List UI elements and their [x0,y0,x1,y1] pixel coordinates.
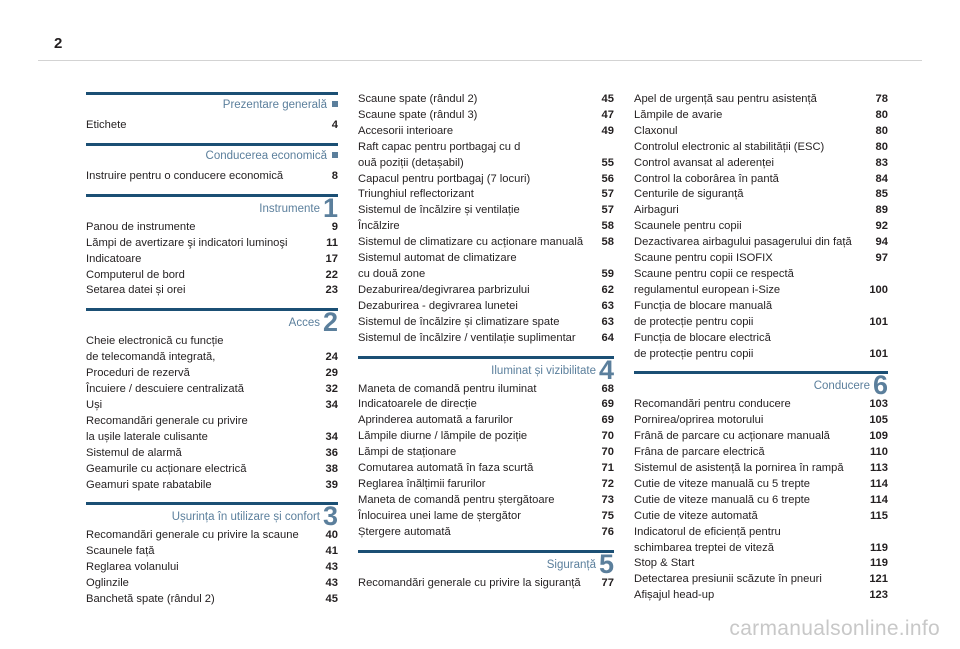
toc-entry[interactable] [358,493,614,509]
entry-title: Scaune spate (rândul 3) [358,108,478,121]
toc-entry[interactable] [634,429,888,445]
toc-entry[interactable] [86,366,338,382]
entry-title: Geamurile cu acționare electrică [86,462,247,475]
entry-page: 68 [601,382,614,395]
section-header [358,354,614,385]
entry-page: 70 [601,446,614,459]
entry-title: Panou de instrumente [86,220,196,233]
entry-page: 29 [325,367,338,380]
entry-title: Stop & Start [634,557,695,570]
entry-page: 32 [325,383,338,396]
entry-page: 119 [869,557,888,570]
entry-page: 85 [875,188,888,201]
entry-page: 89 [875,204,888,217]
entry-title: Recomandări pentru conducere [634,398,791,411]
entry-title: Control avansat al aderenței [634,156,774,169]
entry-title: Sistemul automat de climatizare cu două zone [358,252,517,280]
entry-page: 57 [601,204,614,217]
entry-page: 38 [325,462,338,475]
section-header [86,143,338,166]
toc-entry[interactable] [634,172,888,188]
entry-page: 76 [601,525,614,538]
toc-entry[interactable] [634,235,888,251]
entry-page: 23 [325,284,338,297]
entry-title: Pornirea/oprirea motorului [634,414,764,427]
section-header [634,370,888,401]
entry-title: Scaune spate (rândul 2) [358,93,478,105]
toc-entry[interactable] [358,219,614,235]
entry-title: Detectarea presiunii scăzute în pneuri [634,573,822,586]
entry-page: 101 [869,315,888,328]
entry-page: 47 [601,108,614,121]
entry-page: 103 [869,398,888,411]
section-title [206,150,338,162]
entry-title: Raft capac pentru portbagaj cu d ouă poziții (detașabil) [358,140,521,169]
entry-page: 9 [331,220,338,233]
toc-entry[interactable] [86,560,338,576]
entry-title: Sistemul de climatizare cu acționare manuală [358,236,584,249]
toc-entry[interactable] [358,251,614,283]
entry-page: 69 [601,398,614,411]
entry-page: 24 [325,351,338,364]
entry-title: Funcția de blocare electrică de protecție pentru copii [634,331,771,360]
toc-entry[interactable] [358,461,614,477]
entry-title: Control la coborârea în pantă [634,172,779,185]
toc-section [358,356,614,541]
entry-title: Sistemul de încălzire și ventilație [358,204,520,217]
entry-page: 45 [325,593,338,606]
entry-title: Controlul electronic al stabilității (ESC) [634,140,825,153]
entry-title: Lămpile de avarie [634,108,723,121]
entry-page: 72 [601,477,614,490]
toc-section [86,194,338,300]
toc-entry[interactable] [86,414,338,446]
toc-entry[interactable] [86,528,338,544]
entry-title: Airbaguri [634,204,679,217]
toc-entry[interactable] [634,92,888,108]
toc-entry[interactable] [86,478,338,494]
entry-title: Cheie electronică cu funcție de telecomandă integrată, [86,335,224,364]
entry-title: Aprinderea automată a farurilor [358,414,513,427]
toc-entry[interactable] [358,140,614,172]
entry-title: Uși [86,398,103,411]
entry-page: 94 [875,236,888,249]
section-title-text: Acces [288,317,320,330]
entry-page: 43 [325,561,338,574]
chapter-number: 1 [322,192,338,223]
toc-entry[interactable] [634,445,888,461]
entry-title: Cutie de viteze automată [634,509,758,522]
section-title-text: Prezentare generală [222,99,327,111]
entry-page: 41 [325,545,338,558]
entry-title: Lămpi de avertizare şi indicatori luminoşi [86,236,288,249]
entry-page: 77 [601,576,614,589]
entry-page: 4 [331,119,338,131]
entry-page: 63 [601,315,614,328]
section-header [358,548,614,579]
entry-page: 57 [601,188,614,201]
section-title [259,203,320,215]
toc-entry[interactable] [86,220,338,236]
toc-entry[interactable] [358,299,614,315]
entry-title: Triunghiul reflectorizant [358,188,474,201]
chapter-number: 3 [322,501,338,532]
toc-section [634,371,888,604]
watermark: carmanualsonline.info [729,617,940,640]
section-header [86,192,338,223]
toc-entry[interactable] [358,124,614,140]
entry-page: 55 [601,156,614,169]
entry-title: Sistemul de asistență la pornirea în rampă [634,462,844,475]
entry-page: 109 [869,430,888,443]
toc-entry[interactable] [86,398,338,414]
chapter-number: 5 [598,548,614,579]
entry-title: Dezaburirea - degivrarea lunetei [358,299,518,312]
toc-entry[interactable] [358,203,614,219]
entry-title: Etichete [86,119,127,131]
toc-entry[interactable] [86,544,338,560]
toc-column-1 [86,92,338,617]
section-title [289,317,320,329]
entry-title: Sistemul de încălzire / ventilație suplimentar [358,331,576,344]
chapter-number: 4 [598,354,614,385]
entry-page: 59 [601,267,614,280]
toc-entry[interactable] [358,108,614,124]
section-title [547,559,596,571]
entry-page: 49 [601,124,614,137]
top-divider [38,60,922,61]
entry-page: 101 [869,347,888,360]
toc-entry[interactable] [358,235,614,251]
entry-page: 34 [325,430,338,443]
entry-title: Lămpile diurne / lămpile de poziție [358,430,528,443]
entry-page: 71 [601,462,614,475]
entry-title: Ștergere automată [358,525,451,538]
entry-page: 92 [875,220,888,233]
entry-page: 105 [869,414,888,427]
toc-entry[interactable] [86,382,338,398]
entry-title: Încălzire [358,220,400,233]
section-title [814,380,870,392]
entry-page: 22 [325,268,338,281]
entry-page: 114 [869,493,888,506]
entry-title: Maneta de comandă pentru ștergătoare [358,493,555,506]
entry-page: 119 [869,541,888,554]
section-title-text: Conducere [813,380,870,393]
toc-entry[interactable] [634,331,888,363]
toc-entry[interactable] [634,588,888,604]
entry-title: Centurile de siguranță [634,188,744,201]
toc-entry[interactable] [86,592,338,608]
entry-page: 97 [875,252,888,265]
toc-entry[interactable] [634,187,888,203]
entry-page: 80 [875,140,888,153]
entry-page: 39 [325,478,338,491]
entry-page: 64 [601,331,614,344]
toc-entry[interactable] [358,283,614,299]
entry-page: 8 [331,169,338,182]
toc-entry[interactable] [358,445,614,461]
section-title-text: Ușurința în utilizare și confort [171,511,320,524]
entry-title: Funcția de blocare manuală de protecție pentru copii [634,299,773,328]
toc-entry[interactable] [634,219,888,235]
entry-page: 70 [601,430,614,443]
entry-title: Scaunele față [86,545,155,558]
square-bullet-icon [332,152,338,158]
entry-title: Afișajul head-up [634,589,715,602]
toc-entry[interactable] [358,187,614,203]
entry-title: Scaune pentru copii ce respectă regulamentul european i-Size [634,267,794,296]
toc-entry[interactable] [358,315,614,331]
toc-entry[interactable] [634,251,888,267]
section-title [491,365,596,377]
entry-title: Frâna de parcare electrică [634,446,765,459]
toc-entry[interactable] [634,493,888,509]
toc-entry[interactable] [634,203,888,219]
entry-page: 34 [325,398,338,411]
toc-section [358,92,614,347]
chapter-number: 2 [322,307,338,338]
toc-section [86,92,338,134]
chapter-number: 6 [872,370,888,401]
entry-page: 43 [325,577,338,590]
entry-title: Frână de parcare cu acționare manuală [634,430,830,443]
toc-section [86,502,338,608]
entry-page: 40 [325,529,338,542]
entry-title: Recomandări generale cu privire la scaune [86,529,299,542]
section-title-text: Iluminat și vizibilitate [491,364,596,377]
toc-section [86,143,338,185]
section-title [172,511,320,523]
entry-title: Reglarea volanului [86,561,179,574]
entry-title: Înlocuirea unei lame de ștergător [358,509,521,522]
entry-title: Reglarea înălțimii farurilor [358,477,486,490]
entry-title: Indicatorul de eficiență pentru schimbarea treptei de viteză [634,525,781,554]
entry-title: Recomandări generale cu privire la siguranță [358,576,581,589]
entry-title: Dezaburirea/degivrarea parbrizului [358,283,530,296]
entry-title: Apel de urgență sau pentru asistență [634,93,817,105]
entry-page: 73 [601,493,614,506]
entry-page: 62 [601,283,614,296]
toc-entry[interactable] [634,461,888,477]
entry-title: Sistemul de încălzire și climatizare spate [358,315,560,328]
entry-title: Accesorii interioare [358,124,454,137]
entry-title: Cutie de viteze manuală cu 6 trepte [634,493,810,506]
entry-page: 58 [601,236,614,249]
entry-title: Scaunele pentru copii [634,220,742,233]
entry-page: 121 [869,573,888,586]
section-header [86,501,338,532]
toc-entry[interactable] [358,172,614,188]
entry-page: 110 [869,446,888,459]
entry-title: Proceduri de rezervă [86,367,190,380]
entry-title: Claxonul [634,124,678,137]
toc-entry[interactable] [358,382,614,398]
toc-entry[interactable] [358,477,614,493]
section-title-text: Instrumente [259,202,320,215]
entry-title: Indicatoare [86,252,142,265]
entry-page: 114 [869,477,888,490]
entry-page: 17 [325,252,338,265]
toc-entry[interactable] [86,576,338,592]
toc-entry[interactable] [634,477,888,493]
entry-page: 113 [869,462,888,475]
section-title-text: Siguranță [546,558,596,571]
toc-entry[interactable] [86,446,338,462]
entry-page: 83 [875,156,888,169]
entry-page: 56 [601,172,614,185]
toc-entry[interactable] [358,413,614,429]
toc-entry[interactable] [86,334,338,366]
toc-entry[interactable] [358,92,614,108]
toc-entry[interactable] [358,429,614,445]
section-title [223,99,338,111]
entry-title: Scaune pentru copii ISOFIX [634,252,773,265]
toc-entry[interactable] [358,525,614,541]
toc-entry[interactable] [358,331,614,347]
toc-entry[interactable] [86,283,338,299]
entry-page: 100 [869,283,888,296]
entry-title: Dezactivarea airbagului pasagerului din față [634,236,852,249]
toc-entry[interactable] [86,118,338,134]
entry-page: 36 [325,446,338,459]
entry-page: 45 [601,93,614,105]
entry-title: Capacul pentru portbagaj (7 locuri) [358,172,531,185]
entry-title: Computerul de bord [86,268,185,281]
toc-entry[interactable] [86,169,338,185]
toc-entry[interactable] [634,572,888,588]
toc-entry[interactable] [634,413,888,429]
entry-title: Cutie de viteze manuală cu 5 trepte [634,477,810,490]
toc-column-2 [358,92,614,600]
toc-entry[interactable] [358,576,614,592]
entry-page: 63 [601,299,614,312]
toc-entry[interactable] [634,140,888,156]
toc-column-3 [634,92,888,613]
entry-title: Sistemul de alarmă [86,446,182,459]
entry-title: Recomandări generale cu privire la ușile laterale culisante [86,414,248,443]
entry-title: Maneta de comandă pentru iluminat [358,382,537,395]
toc-section [86,308,338,493]
entry-page: 69 [601,414,614,427]
toc-entry[interactable] [86,462,338,478]
toc-entry[interactable] [86,236,338,252]
entry-page: 80 [875,124,888,137]
toc-entry[interactable] [634,509,888,525]
entry-title: Geamuri spate rabatabile [86,478,212,491]
toc-section [634,92,888,362]
toc-entry[interactable] [634,108,888,124]
entry-title: Încuiere / descuiere centralizată [86,383,244,396]
square-bullet-icon [332,101,338,107]
toc-section [358,550,614,592]
entry-title: Oglinzile [86,577,129,590]
section-title-text: Conducerea economică [205,149,327,162]
entry-title: Lămpi de staționare [358,446,457,459]
entry-page: 11 [326,236,338,249]
toc-entry[interactable] [634,156,888,172]
entry-title: Setarea datei și orei [86,284,186,297]
section-header [86,307,338,338]
entry-page: 123 [869,589,888,602]
toc-entry[interactable] [634,299,888,331]
toc-entry[interactable] [634,124,888,140]
entry-page: 75 [601,509,614,522]
entry-title: Indicatoarele de direcție [358,398,477,411]
entry-title: Instruire pentru o conducere economică [86,169,284,182]
toc-entry[interactable] [86,268,338,284]
entry-page: 115 [869,509,888,522]
entry-page: 78 [875,93,888,105]
toc-entry[interactable] [358,397,614,413]
toc-entry[interactable] [634,397,888,413]
toc-entry[interactable] [634,267,888,299]
toc-entry[interactable] [634,525,888,557]
toc-entry[interactable] [634,556,888,572]
toc-entry[interactable] [358,509,614,525]
entry-title: Banchetă spate (rândul 2) [86,593,215,606]
entry-page: 80 [875,108,888,121]
page-number: 2 [54,35,63,52]
toc-entry[interactable] [86,252,338,268]
section-header [86,92,338,115]
entry-page: 58 [601,220,614,233]
entry-page: 84 [875,172,888,185]
entry-title: Comutarea automată în faza scurtă [358,462,534,475]
